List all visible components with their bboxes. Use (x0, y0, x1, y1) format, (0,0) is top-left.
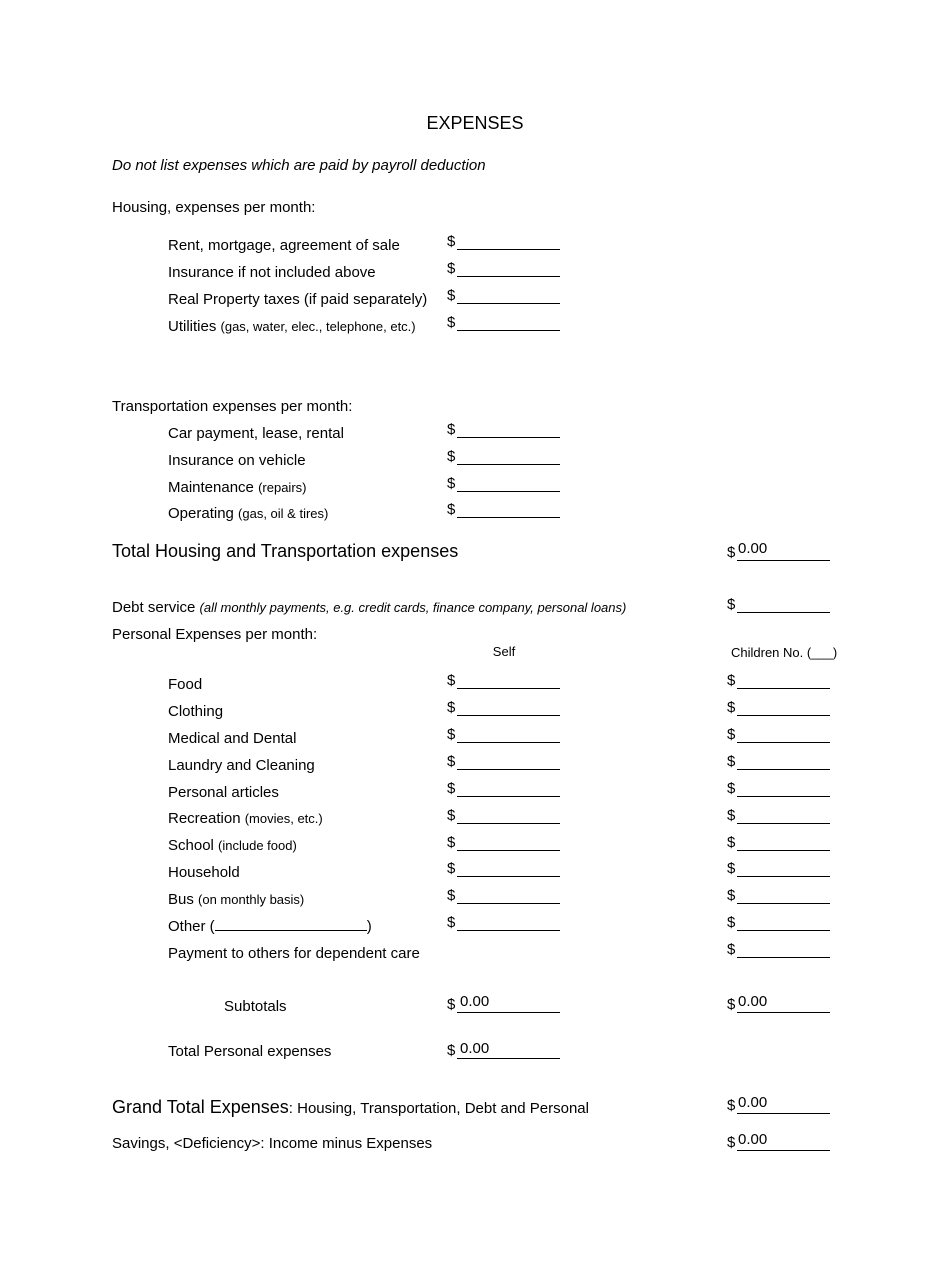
personal-item-clothing: Clothing (168, 703, 224, 720)
transport-insurance-field[interactable]: $ (447, 448, 561, 466)
housing-item-property-taxes: Real Property taxes (if paid separately) (168, 291, 428, 308)
total-personal-field[interactable]: $ 0.00 (447, 1040, 561, 1060)
transport-maintenance-field[interactable]: $ (447, 475, 561, 493)
personal-item-household: Household (168, 864, 240, 881)
housing-heading: Housing, expenses per month: (112, 199, 316, 216)
grand-total-label: Grand Total Expenses: Housing, Transportation, Debt and Personal (112, 1097, 589, 1117)
personal-item-medical: Medical and Dental (168, 730, 297, 747)
housing-item-insurance: Insurance if not included above (168, 264, 376, 281)
food-self-field[interactable]: $ (447, 672, 561, 690)
other-children-field[interactable]: $ (727, 914, 832, 932)
personal-item-food: Food (168, 676, 203, 693)
dependent-care-field[interactable]: $ (727, 941, 832, 959)
grand-total-field[interactable]: $ 0.00 (727, 1095, 832, 1115)
recreation-self-field[interactable]: $ (447, 807, 561, 825)
food-children-field[interactable]: $ (727, 672, 832, 690)
articles-self-field[interactable]: $ (447, 780, 561, 798)
medical-self-field[interactable]: $ (447, 726, 561, 744)
personal-item-articles: Personal articles (168, 784, 279, 801)
bus-self-field[interactable]: $ (447, 887, 561, 905)
subtotal-children-field[interactable]: $ 0.00 (727, 992, 832, 1014)
housing-taxes-field[interactable]: $ (447, 287, 561, 305)
school-children-field[interactable]: $ (727, 834, 832, 852)
personal-item-recreation: Recreation (movies, etc.) (168, 810, 323, 827)
subtotals-label: Subtotals (224, 998, 287, 1015)
housing-insurance-field[interactable]: $ (447, 260, 561, 278)
transport-operating-field[interactable]: $ (447, 501, 561, 519)
housing-item-rent: Rent, mortgage, agreement of sale (168, 237, 400, 254)
other-self-field[interactable]: $ (447, 914, 561, 932)
column-header-children: Children No. (___) (731, 645, 838, 660)
savings-label: Savings, <Deficiency>: Income minus Expenses (112, 1135, 433, 1152)
housing-utilities-field[interactable]: $ (447, 314, 561, 332)
transport-item-maintenance: Maintenance (repairs) (168, 479, 307, 496)
personal-heading: Personal Expenses per month: (112, 626, 318, 643)
total-personal-label: Total Personal expenses (168, 1043, 332, 1060)
bus-children-field[interactable]: $ (727, 887, 832, 905)
transport-car-field[interactable]: $ (447, 421, 561, 439)
other-description-field[interactable] (215, 929, 367, 931)
housing-item-utilities: Utilities (gas, water, elec., telephone, etc.) (168, 318, 416, 335)
clothing-self-field[interactable]: $ (447, 699, 561, 717)
personal-item-laundry: Laundry and Cleaning (168, 757, 315, 774)
household-self-field[interactable]: $ (447, 860, 561, 878)
personal-item-dependent-care: Payment to others for dependent care (168, 945, 420, 962)
recreation-children-field[interactable]: $ (727, 807, 832, 825)
transport-item-car-payment: Car payment, lease, rental (168, 425, 344, 442)
column-header-self: Self (492, 644, 516, 659)
housing-rent-field[interactable]: $ (447, 233, 561, 251)
payroll-note: Do not list expenses which are paid by payroll deduction (112, 157, 486, 174)
transportation-heading: Transportation expenses per month: (112, 398, 353, 415)
transport-item-operating: Operating (gas, oil & tires) (168, 505, 329, 522)
savings-field[interactable]: $ 0.00 (727, 1132, 832, 1152)
articles-children-field[interactable]: $ (727, 780, 832, 798)
total-housing-transport-label: Total Housing and Transportation expenses (112, 541, 459, 561)
clothing-children-field[interactable]: $ (727, 699, 832, 717)
subtotal-self-field[interactable]: $ 0.00 (447, 992, 561, 1014)
personal-item-school: School (include food) (168, 837, 297, 854)
laundry-self-field[interactable]: $ (447, 753, 561, 771)
transport-item-insurance: Insurance on vehicle (168, 452, 306, 469)
medical-children-field[interactable]: $ (727, 726, 832, 744)
personal-item-bus: Bus (on monthly basis) (168, 891, 305, 908)
personal-item-other: Other ( ) (168, 918, 372, 935)
laundry-children-field[interactable]: $ (727, 753, 832, 771)
school-self-field[interactable]: $ (447, 834, 561, 852)
total-housing-transport-field[interactable]: $ 0.00 (727, 540, 832, 562)
debt-service-label: Debt service (all monthly payments, e.g. credit cards, finance company, personal loans) (112, 599, 627, 616)
debt-service-field[interactable]: $ (727, 596, 832, 614)
page-title: EXPENSES (426, 113, 524, 133)
household-children-field[interactable]: $ (727, 860, 832, 878)
